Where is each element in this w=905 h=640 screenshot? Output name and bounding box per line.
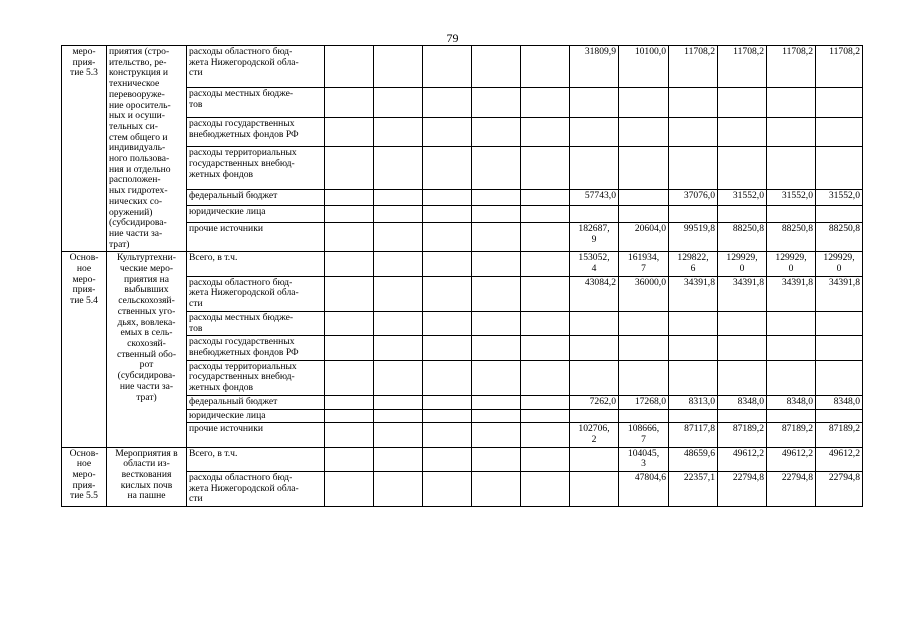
value-cell <box>669 423 718 447</box>
value-cell <box>816 395 863 409</box>
empty-cell <box>374 423 423 447</box>
empty-cell <box>423 147 472 189</box>
value: 8348,0 <box>833 395 860 407</box>
value-cell <box>816 88 863 117</box>
value-cell <box>767 88 816 117</box>
funding-source-label: прочие источники <box>189 222 263 234</box>
empty-cell <box>472 46 521 88</box>
value-cell <box>767 252 816 276</box>
value: 87117,8 <box>684 423 715 435</box>
value-cell <box>619 336 669 360</box>
empty-cell <box>472 88 521 117</box>
funding-source-label: расходы местных бюдже- тов <box>189 88 294 111</box>
empty-cell <box>423 409 472 423</box>
value: 8313,0 <box>688 395 715 407</box>
value-cell <box>767 311 816 335</box>
value: 49612,2 <box>781 447 813 459</box>
value: 34391,8 <box>683 276 715 288</box>
value-cell <box>669 252 718 276</box>
funding-source-label: юридические лица <box>189 409 266 421</box>
value-cell <box>767 472 816 507</box>
event-number-cell <box>62 252 107 447</box>
value-cell <box>619 360 669 395</box>
empty-cell <box>521 360 570 395</box>
funding-source-label: Всего, в т.ч. <box>189 252 238 264</box>
empty-cell <box>521 147 570 189</box>
value: 37076,0 <box>683 189 715 201</box>
value-cell <box>570 117 619 146</box>
empty-cell <box>374 395 423 409</box>
value-cell <box>669 409 718 423</box>
value-cell <box>816 472 863 507</box>
funding-source <box>187 276 325 311</box>
value: 87189,2 <box>732 423 764 435</box>
event-name-cell <box>107 447 187 507</box>
value-cell <box>767 276 816 311</box>
value: 104045, 3 <box>627 447 660 470</box>
funding-source <box>187 423 325 447</box>
value-cell <box>619 46 669 88</box>
value: 31552,0 <box>781 189 813 201</box>
funding-source-label: расходы государственных внебюджетных фондов РФ <box>189 336 299 358</box>
funding-source-label: федеральный бюджет <box>189 395 278 407</box>
value-cell <box>570 147 619 189</box>
empty-cell <box>472 395 521 409</box>
event-number-cell <box>62 46 107 252</box>
funding-source <box>187 189 325 206</box>
empty-cell <box>325 117 374 146</box>
empty-cell <box>521 88 570 117</box>
value-cell <box>816 276 863 311</box>
empty-cell <box>472 472 521 507</box>
empty-cell <box>325 447 374 471</box>
value-cell <box>570 409 619 423</box>
value-cell <box>669 222 718 252</box>
funding-source-label: расходы местных бюдже- тов <box>189 311 294 334</box>
funding-source <box>187 395 325 409</box>
funding-source-label: расходы государственных внебюджетных фондов РФ <box>189 117 299 140</box>
value-cell <box>816 311 863 335</box>
empty-cell <box>472 360 521 395</box>
funding-source-label: прочие источники <box>189 423 263 435</box>
value: 129822, 6 <box>677 252 709 275</box>
value-cell <box>619 88 669 117</box>
empty-cell <box>374 311 423 335</box>
value: 99519,8 <box>683 222 715 234</box>
empty-cell <box>374 222 423 252</box>
value-cell <box>816 252 863 276</box>
empty-cell <box>374 147 423 189</box>
value: 47804,6 <box>634 472 666 484</box>
value: 49612,2 <box>828 447 860 459</box>
empty-cell <box>374 252 423 276</box>
funding-source <box>187 447 325 471</box>
value: 153052, 4 <box>578 252 610 275</box>
funding-source <box>187 336 325 360</box>
value-cell <box>619 189 669 206</box>
value-cell <box>816 423 863 447</box>
empty-cell <box>325 311 374 335</box>
value: 161934, 7 <box>627 252 660 275</box>
value-cell <box>718 447 767 471</box>
value-cell <box>570 276 619 311</box>
value-cell <box>767 206 816 223</box>
funding-source <box>187 252 325 276</box>
funding-source <box>187 147 325 189</box>
value-cell <box>570 395 619 409</box>
value-cell <box>619 276 669 311</box>
value-cell <box>669 206 718 223</box>
empty-cell <box>325 252 374 276</box>
value: 34391,8 <box>732 276 764 288</box>
value-cell <box>767 395 816 409</box>
empty-cell <box>423 472 472 507</box>
empty-cell <box>472 423 521 447</box>
value-cell <box>718 189 767 206</box>
funding-source <box>187 46 325 88</box>
value-cell <box>669 117 718 146</box>
event-number-cell <box>62 447 107 507</box>
empty-cell <box>374 472 423 507</box>
funding-source-label: федеральный бюджет <box>189 189 278 201</box>
value: 34391,8 <box>828 276 860 288</box>
value-cell <box>767 336 816 360</box>
value-cell <box>669 189 718 206</box>
empty-cell <box>325 276 374 311</box>
value-cell <box>767 423 816 447</box>
value: 129929, 0 <box>823 252 855 275</box>
value: 57743,0 <box>584 189 616 201</box>
value-cell <box>619 117 669 146</box>
value-cell <box>718 395 767 409</box>
value: 36000,0 <box>634 276 666 288</box>
value-cell <box>718 409 767 423</box>
empty-cell <box>423 360 472 395</box>
value: 20604,0 <box>634 222 666 234</box>
value-cell <box>570 252 619 276</box>
value-cell <box>619 206 669 223</box>
empty-cell <box>472 147 521 189</box>
value-cell <box>669 447 718 471</box>
empty-cell <box>374 276 423 311</box>
funding-source <box>187 311 325 335</box>
empty-cell <box>521 423 570 447</box>
value-cell <box>669 88 718 117</box>
value-cell <box>669 360 718 395</box>
value: 88250,8 <box>781 222 813 234</box>
value-cell <box>619 472 669 507</box>
value-cell <box>570 206 619 223</box>
value: 129929, 0 <box>775 252 807 275</box>
budget-table <box>61 45 863 507</box>
value-cell <box>767 46 816 88</box>
value: 31809,9 <box>584 46 616 57</box>
value-cell <box>816 409 863 423</box>
event-name-cell <box>107 252 187 447</box>
value: 87189,2 <box>781 423 813 435</box>
empty-cell <box>374 206 423 223</box>
empty-cell <box>521 472 570 507</box>
value-cell <box>669 46 718 88</box>
funding-source-label: юридические лица <box>189 206 266 218</box>
value-cell <box>619 222 669 252</box>
value-cell <box>669 336 718 360</box>
funding-source-label: расходы областного бюд- жета Нижегородской обла- сти <box>189 46 299 79</box>
value: 182687, 9 <box>578 222 610 245</box>
empty-cell <box>521 117 570 146</box>
value: 22794,8 <box>781 472 813 484</box>
table-row <box>62 46 863 88</box>
empty-cell <box>374 46 423 88</box>
empty-cell <box>374 447 423 471</box>
value: 10100,0 <box>634 46 666 57</box>
empty-cell <box>521 336 570 360</box>
page-number: 79 <box>446 31 459 45</box>
value: 22357,1 <box>683 472 715 484</box>
event-name: приятия (стро- ительство, ре- конструкция и техническое перевооруже- ние ороситель- ных и осуши- тельных си- стем общего и индивидуаль- ного пользова- ния и отдельно расположен- ных гидротех- нических со- оружений) (субсидирова- ние части за- трат) <box>109 46 171 250</box>
funding-source <box>187 88 325 117</box>
value-cell <box>669 311 718 335</box>
value-cell <box>718 46 767 88</box>
value-cell <box>816 206 863 223</box>
value: 22794,8 <box>732 472 764 484</box>
empty-cell <box>423 46 472 88</box>
empty-cell <box>423 252 472 276</box>
empty-cell <box>374 88 423 117</box>
value-cell <box>816 147 863 189</box>
value: 11708,2 <box>733 46 764 57</box>
value-cell <box>570 360 619 395</box>
empty-cell <box>374 360 423 395</box>
empty-cell <box>325 395 374 409</box>
funding-source <box>187 206 325 223</box>
funding-source-label: расходы территориальных государственных внебюд- жетных фондов <box>189 147 297 180</box>
value: 17268,0 <box>634 395 666 407</box>
value-cell <box>718 147 767 189</box>
empty-cell <box>325 147 374 189</box>
empty-cell <box>423 336 472 360</box>
empty-cell <box>374 189 423 206</box>
funding-source-label: расходы областного бюд- жета Нижегородской обла- сти <box>189 276 299 310</box>
empty-cell <box>325 409 374 423</box>
value-cell <box>767 409 816 423</box>
value-cell <box>816 189 863 206</box>
value-cell <box>570 336 619 360</box>
value-cell <box>669 472 718 507</box>
table-row <box>62 252 863 276</box>
funding-source <box>187 222 325 252</box>
empty-cell <box>521 311 570 335</box>
empty-cell <box>423 189 472 206</box>
value-cell <box>619 252 669 276</box>
event-name: Мероприятия в области из- весткования кислых почв на пашне <box>115 447 178 502</box>
funding-source <box>187 360 325 395</box>
empty-cell <box>423 117 472 146</box>
value: 102706, 2 <box>578 423 610 445</box>
value-cell <box>767 360 816 395</box>
value: 88250,8 <box>828 222 860 234</box>
value: 88250,8 <box>732 222 764 234</box>
value-cell <box>619 311 669 335</box>
empty-cell <box>423 311 472 335</box>
funding-source-label: Всего, в т.ч. <box>189 447 238 459</box>
empty-cell <box>472 311 521 335</box>
value-cell <box>619 147 669 189</box>
value-cell <box>816 447 863 471</box>
value: 49612,2 <box>732 447 764 459</box>
funding-source <box>187 117 325 146</box>
value-cell <box>570 189 619 206</box>
empty-cell <box>521 409 570 423</box>
value-cell <box>816 360 863 395</box>
empty-cell <box>325 336 374 360</box>
empty-cell <box>521 222 570 252</box>
value-cell <box>669 395 718 409</box>
value-cell <box>767 222 816 252</box>
value-cell <box>718 206 767 223</box>
empty-cell <box>423 206 472 223</box>
empty-cell <box>423 276 472 311</box>
value: 11708,2 <box>829 46 860 57</box>
empty-cell <box>374 336 423 360</box>
value-cell <box>619 409 669 423</box>
value-cell <box>619 447 669 471</box>
value-cell <box>767 147 816 189</box>
value-cell <box>816 336 863 360</box>
value: 34391,8 <box>781 276 813 288</box>
empty-cell <box>472 117 521 146</box>
empty-cell <box>374 117 423 146</box>
value-cell <box>619 423 669 447</box>
empty-cell <box>472 336 521 360</box>
value-cell <box>718 88 767 117</box>
empty-cell <box>472 409 521 423</box>
event-number: Основ- ное меро- прия- тие 5.5 <box>69 447 99 502</box>
event-number: меро- прия- тие 5.3 <box>70 46 98 79</box>
empty-cell <box>521 252 570 276</box>
value-cell <box>816 117 863 146</box>
value: 87189,2 <box>828 423 860 435</box>
empty-cell <box>325 46 374 88</box>
empty-cell <box>521 189 570 206</box>
empty-cell <box>521 447 570 471</box>
value-cell <box>718 360 767 395</box>
value: 11708,2 <box>782 46 813 57</box>
empty-cell <box>325 360 374 395</box>
empty-cell <box>325 88 374 117</box>
empty-cell <box>374 409 423 423</box>
value-cell <box>718 311 767 335</box>
empty-cell <box>521 206 570 223</box>
empty-cell <box>472 447 521 471</box>
event-name: Культуртехни- ческие меро- приятия на выбывших сельскохозяй- ственных уго- дьях, вовлека- емых в сель- скохозяй- ственный обо- рот (субсидирова- ние части за- трат) <box>116 252 177 403</box>
funding-source-label: расходы областного бюд- жета Нижегородской обла- сти <box>189 472 299 505</box>
value: 7262,0 <box>589 395 616 407</box>
value-cell <box>718 222 767 252</box>
value-cell <box>669 276 718 311</box>
empty-cell <box>472 276 521 311</box>
value: 43084,2 <box>584 276 616 288</box>
value-cell <box>570 447 619 471</box>
value: 22794,8 <box>828 472 860 484</box>
value: 31552,0 <box>732 189 764 201</box>
value-cell <box>619 395 669 409</box>
value-cell <box>816 222 863 252</box>
value-cell <box>718 117 767 146</box>
table-row <box>62 447 863 471</box>
value-cell <box>718 472 767 507</box>
value: 108666, 7 <box>627 423 660 445</box>
funding-source-label: расходы территориальных государственных внебюд- жетных фондов <box>189 360 297 394</box>
empty-cell <box>472 252 521 276</box>
value-cell <box>767 189 816 206</box>
empty-cell <box>472 206 521 223</box>
empty-cell <box>325 423 374 447</box>
value-cell <box>570 423 619 447</box>
value-cell <box>570 311 619 335</box>
value-cell <box>718 423 767 447</box>
empty-cell <box>423 222 472 252</box>
funding-source <box>187 472 325 507</box>
empty-cell <box>325 189 374 206</box>
value: 129929, 0 <box>726 252 758 275</box>
value: 31552,0 <box>828 189 860 201</box>
value: 8348,0 <box>786 395 813 407</box>
value-cell <box>718 336 767 360</box>
value-cell <box>669 147 718 189</box>
value: 48659,6 <box>683 447 715 459</box>
empty-cell <box>521 276 570 311</box>
value-cell <box>718 276 767 311</box>
empty-cell <box>423 423 472 447</box>
value-cell <box>570 472 619 507</box>
value: 8348,0 <box>737 395 764 407</box>
value-cell <box>570 88 619 117</box>
value-cell <box>767 447 816 471</box>
value-cell <box>718 252 767 276</box>
value-cell <box>570 222 619 252</box>
empty-cell <box>325 206 374 223</box>
event-number: Основ- ное меро- прия- тие 5.4 <box>69 252 99 307</box>
value-cell <box>816 46 863 88</box>
funding-source <box>187 409 325 423</box>
empty-cell <box>472 222 521 252</box>
empty-cell <box>423 447 472 471</box>
empty-cell <box>325 472 374 507</box>
empty-cell <box>423 395 472 409</box>
empty-cell <box>472 189 521 206</box>
empty-cell <box>521 395 570 409</box>
empty-cell <box>325 222 374 252</box>
event-name-cell <box>107 46 187 252</box>
value-cell <box>767 117 816 146</box>
value: 11708,2 <box>684 46 715 57</box>
value-cell <box>570 46 619 88</box>
empty-cell <box>521 46 570 88</box>
empty-cell <box>423 88 472 117</box>
